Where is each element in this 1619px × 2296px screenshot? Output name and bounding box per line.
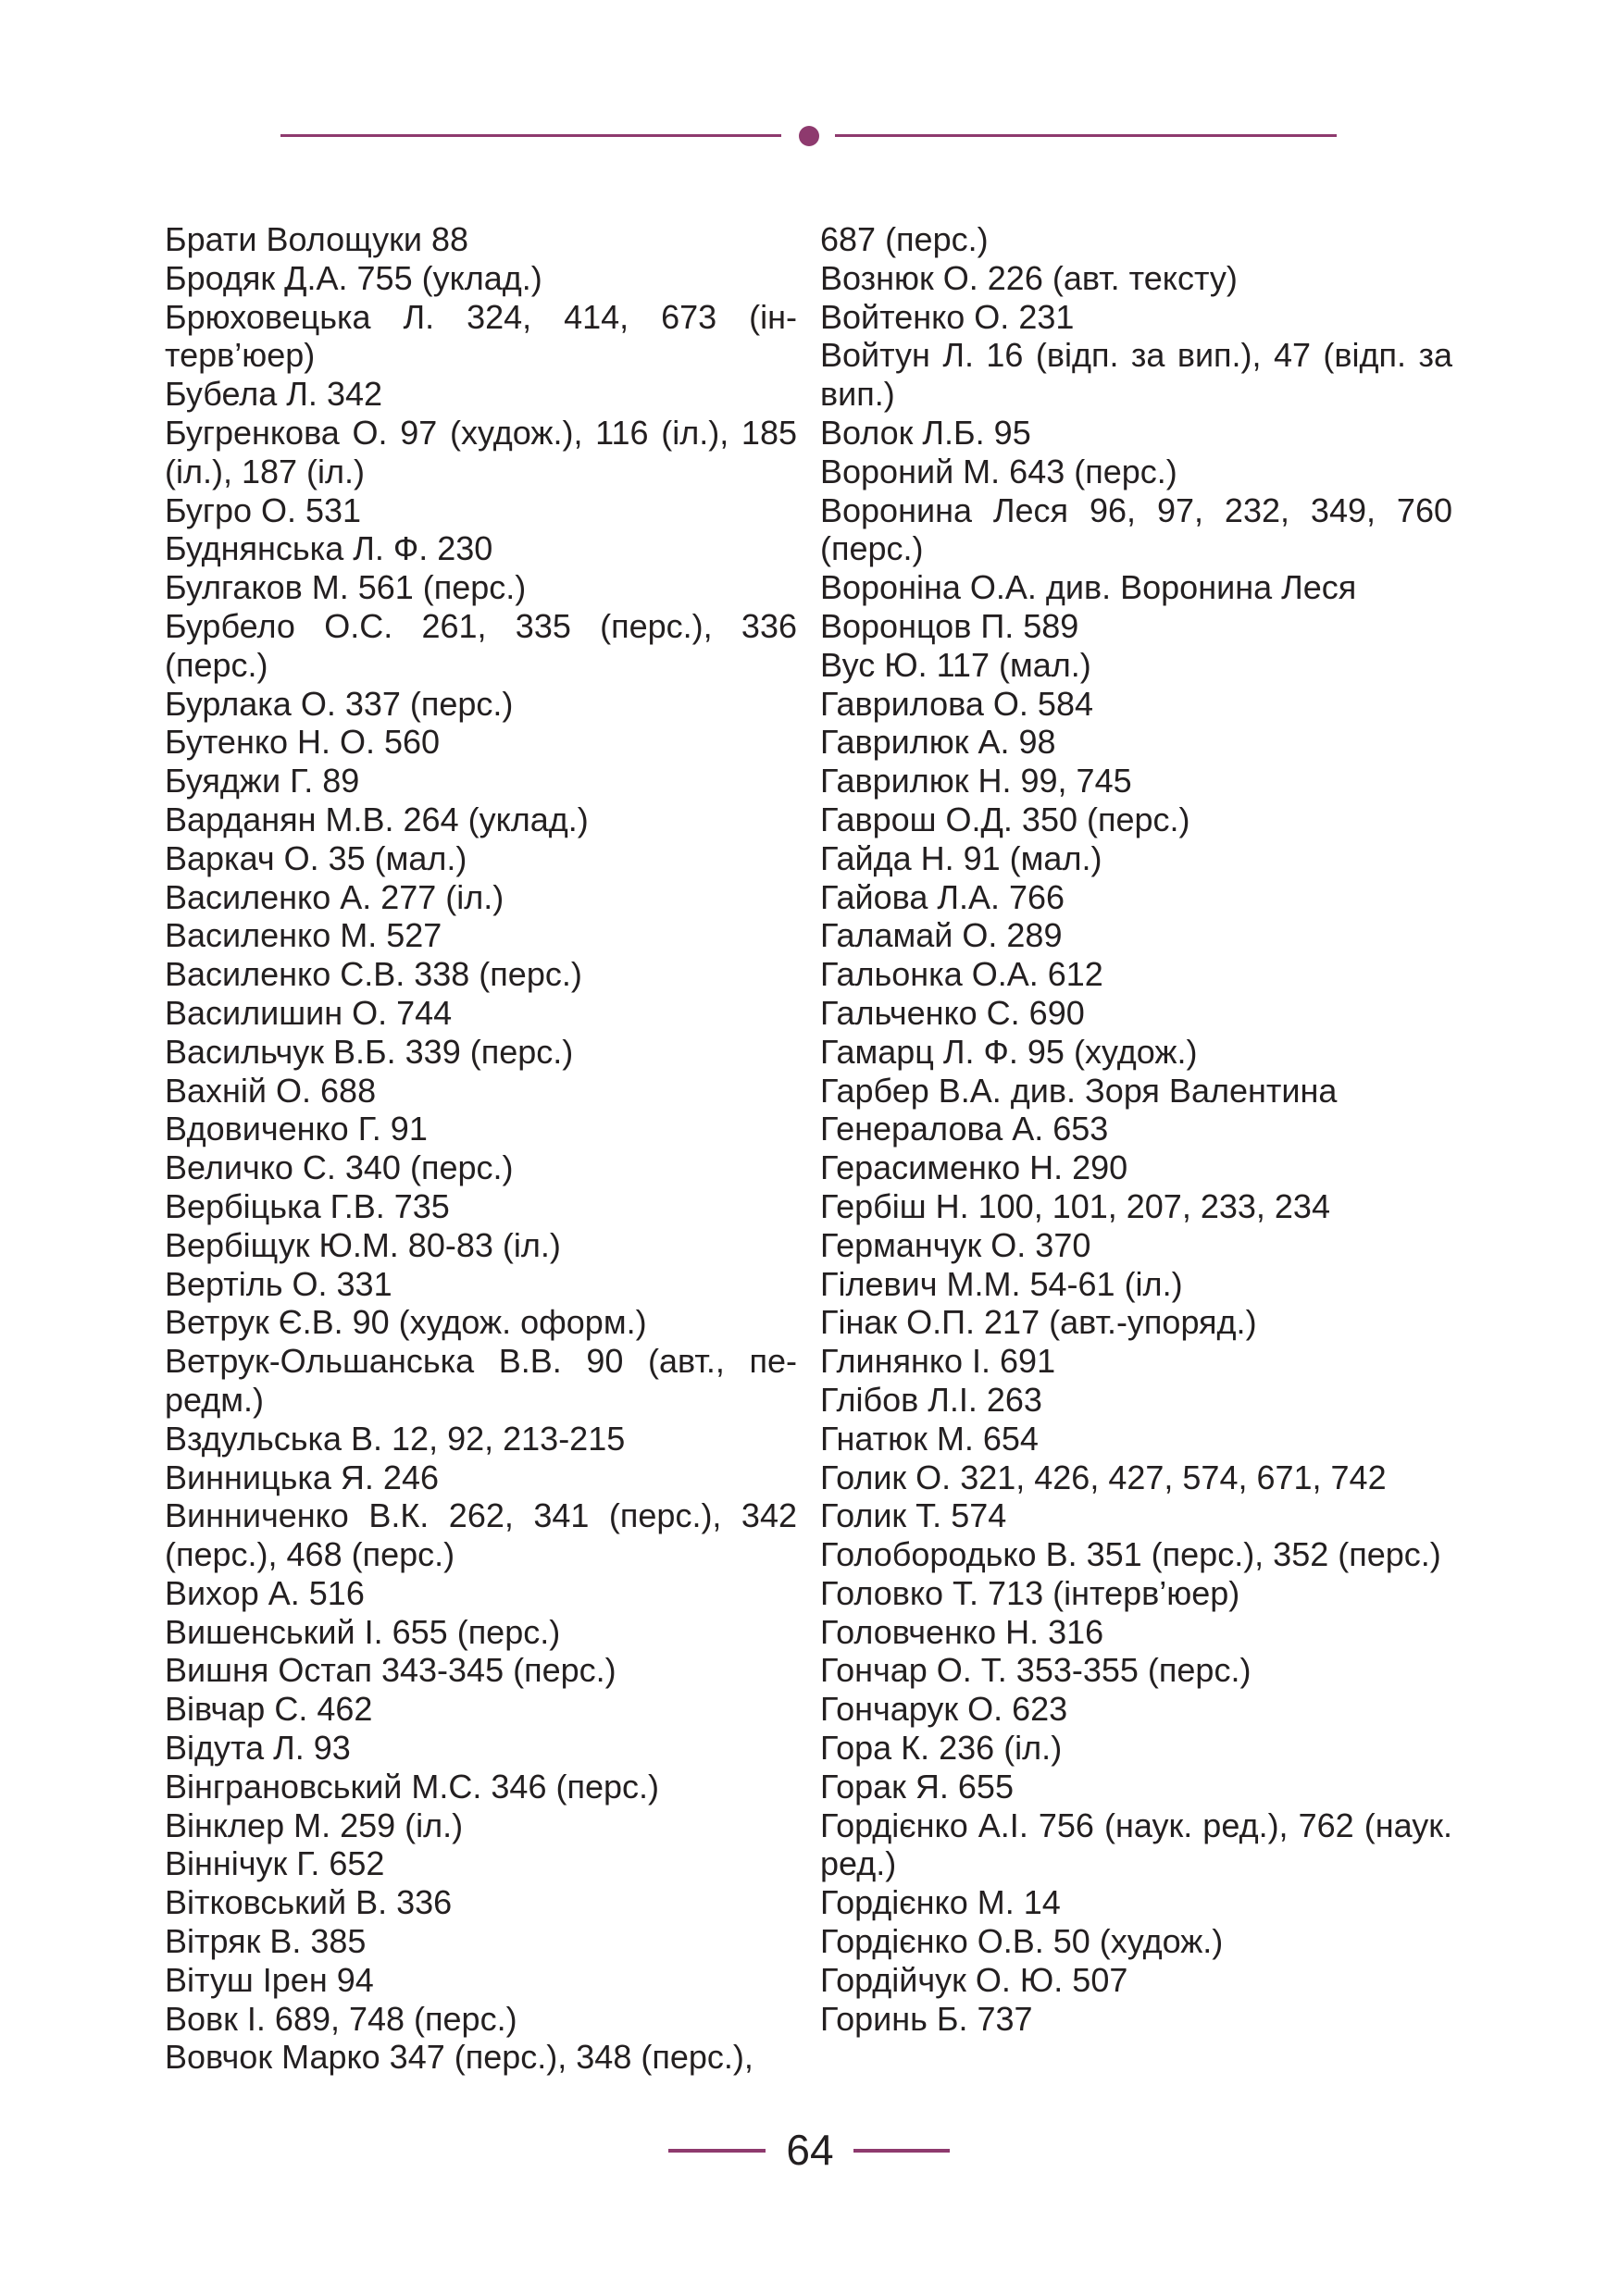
index-entry: Гайова Л.А. 766: [820, 877, 1065, 916]
index-entry: Василишин О. 744: [165, 993, 453, 1032]
index-entry: Гайда Н. 91 (мал.): [820, 838, 1102, 877]
index-entry: Войтенко О. 231: [820, 297, 1075, 336]
index-entry: Бродяк Д.А. 755 (уклад.): [165, 258, 542, 297]
index-entry: Вихор А. 516: [165, 1573, 365, 1612]
index-entry: Гаврилюк Н. 99, 745: [820, 762, 1132, 800]
index-entry: Вознюк О. 226 (авт. тексту): [820, 258, 1238, 297]
index-entry: Гордійчук О. Ю. 507: [820, 1960, 1128, 1999]
index-entry: Вовчок Марко 347 (перс.), 348 (перс.),: [165, 2038, 753, 2077]
index-entry: Голик О. 321, 426, 427, 574, 671, 742: [820, 1458, 1387, 1496]
index-entry: Гілевич М.М. 54-61 (іл.): [820, 1264, 1183, 1303]
index-entry: Гальонка О.А. 612: [820, 955, 1103, 994]
index-entry: Васильчук В.Б. 339 (перс.): [165, 1032, 574, 1071]
index-entry: Вівчар С. 462: [165, 1690, 373, 1729]
index-column-right: [820, 220, 1452, 2038]
index-entry: Воронцов П. 589: [820, 606, 1079, 645]
index-entry: Волок Л.Б. 95: [820, 413, 1031, 452]
index-entry: Войтун Л. 16 (відп. за вип.), 47 (відп. за вип.): [820, 336, 1452, 414]
index-entry: Гончарук О. 623: [820, 1690, 1068, 1729]
top-rule-right: [835, 134, 1337, 137]
index-entry: Гордієнко О.В. 50 (худож.): [820, 1922, 1224, 1961]
footer-rule-left: [668, 2149, 766, 2153]
index-entry: Гаврилюк А. 98: [820, 723, 1056, 762]
index-entry: Вінклер М. 259 (іл.): [165, 1806, 464, 1844]
index-entry: Глібов Л.І. 263: [820, 1380, 1042, 1419]
index-entry: Вербіцька Г.В. 735: [165, 1186, 450, 1225]
index-entry: Величко С. 340 (перс.): [165, 1148, 514, 1187]
index-entry: Вахній О. 688: [165, 1071, 377, 1110]
index-entry: Буднянська Л. Ф. 230: [165, 529, 493, 568]
index-entry: Василенко А. 277 (іл.): [165, 877, 504, 916]
index-entry: Брюховецька Л. 324, 414, 673 (ін-терв’юер): [165, 297, 797, 375]
index-entry: Ветрук-Ольшанська В.В. 90 (авт., пе-редм.): [165, 1342, 797, 1419]
index-entry: Гінак О.П. 217 (авт.-упоряд.): [820, 1303, 1257, 1342]
index-entry: Вишенський І. 655 (перс.): [165, 1612, 561, 1651]
index-entry: Гнатюк М. 654: [820, 1419, 1039, 1458]
index-entry: Василенко С.В. 338 (перс.): [165, 955, 582, 994]
index-entry: Вус Ю. 117 (мал.): [820, 645, 1091, 684]
index-entry: Гаврилова О. 584: [820, 684, 1093, 723]
index-entry: Винниченко В.К. 262, 341 (перс.), 342 (перс.), 468 (перс.): [165, 1496, 797, 1574]
index-entry: Гамарц Л. Ф. 95 (худож.): [820, 1032, 1198, 1071]
index-entry: Вишня Остап 343-345 (перс.): [165, 1651, 616, 1690]
index-entry: Вороніна О.А. див. Воронина Леся: [820, 568, 1357, 607]
index-column-left: [165, 220, 797, 2077]
index-entry: Гаврош О.Д. 350 (перс.): [820, 800, 1190, 838]
index-entry: Вітряк В. 385: [165, 1922, 367, 1961]
index-entry: Галамай О. 289: [820, 916, 1063, 955]
index-entry: Вінграновський М.С. 346 (перс.): [165, 1767, 659, 1806]
index-entry: Голик Т. 574: [820, 1496, 1007, 1535]
index-entry: Голобородько В. 351 (перс.), 352 (перс.): [820, 1535, 1441, 1574]
index-entry: Винницька Я. 246: [165, 1458, 439, 1496]
index-entry: Воронина Леся 96, 97, 232, 349, 760 (перс.): [820, 490, 1452, 568]
page-number: 64: [786, 2126, 834, 2174]
index-entry: Гербіш Н. 100, 101, 207, 233, 234: [820, 1186, 1330, 1225]
index-entry: Бутенко Н. О. 560: [165, 723, 441, 762]
index-entry: Гора К. 236 (іл.): [820, 1729, 1063, 1768]
index-entry: Бугро О. 531: [165, 490, 362, 529]
index-entry: Варданян М.В. 264 (уклад.): [165, 800, 589, 838]
index-entry: Горак Я. 655: [820, 1767, 1014, 1806]
index-entry: Булгаков М. 561 (перс.): [165, 568, 527, 607]
index-entry: Гордієнко М. 14: [820, 1883, 1061, 1922]
index-entry: Вітковський В. 336: [165, 1883, 453, 1922]
index-entry: Ветрук Є.В. 90 (худож. оформ.): [165, 1303, 647, 1342]
index-entry: Василенко М. 527: [165, 916, 442, 955]
top-rule-left: [280, 134, 781, 137]
footer-rule-right: [853, 2149, 950, 2153]
index-entry: Германчук О. 370: [820, 1225, 1091, 1264]
index-entry: Бубела Л. 342: [165, 375, 383, 414]
index-entry: Герасименко Н. 290: [820, 1148, 1128, 1187]
index-entry: Горинь Б. 737: [820, 1999, 1033, 2038]
index-entry: 687 (перс.): [820, 220, 989, 258]
index-entry: Гордієнко А.І. 756 (наук. ред.), 762 (наук. ред.): [820, 1806, 1452, 1883]
index-entry: Глинянко І. 691: [820, 1342, 1056, 1381]
index-entry: Брати Волощуки 88: [165, 220, 469, 258]
index-entry: Гарбер В.А. див. Зоря Валентина: [820, 1071, 1338, 1110]
index-entry: Вербіщук Ю.М. 80-83 (іл.): [165, 1225, 561, 1264]
index-entry: Вітуш Ірен 94: [165, 1960, 374, 1999]
index-entry: Головченко Н. 316: [820, 1612, 1104, 1651]
index-entry: Буяджи Г. 89: [165, 762, 360, 800]
index-entry: Генералова А. 653: [820, 1110, 1109, 1148]
index-entry: Віннічук Г. 652: [165, 1844, 385, 1883]
index-entry: Вороний М. 643 (перс.): [820, 452, 1177, 490]
index-entry: Гончар О. Т. 353-355 (перс.): [820, 1651, 1252, 1690]
index-entry: Вовк І. 689, 748 (перс.): [165, 1999, 517, 2038]
index-entry: Бугренкова О. 97 (худож.), 116 (іл.), 185 (іл.), 187 (іл.): [165, 413, 797, 490]
index-entry: Вздульська В. 12, 92, 213-215: [165, 1419, 626, 1458]
top-rule-dot: [799, 126, 819, 146]
index-entry: Варкач О. 35 (мал.): [165, 838, 467, 877]
index-entry: Бурлака О. 337 (перс.): [165, 684, 514, 723]
index-entry: Головко Т. 713 (інтерв’юер): [820, 1573, 1240, 1612]
index-entry: Бурбело О.С. 261, 335 (перс.), 336 (перс.): [165, 606, 797, 684]
index-entry: Гальченко С. 690: [820, 993, 1085, 1032]
index-entry: Вертіль О. 331: [165, 1264, 392, 1303]
index-entry: Вдовиченко Г. 91: [165, 1110, 428, 1148]
index-entry: Відута Л. 93: [165, 1729, 351, 1768]
